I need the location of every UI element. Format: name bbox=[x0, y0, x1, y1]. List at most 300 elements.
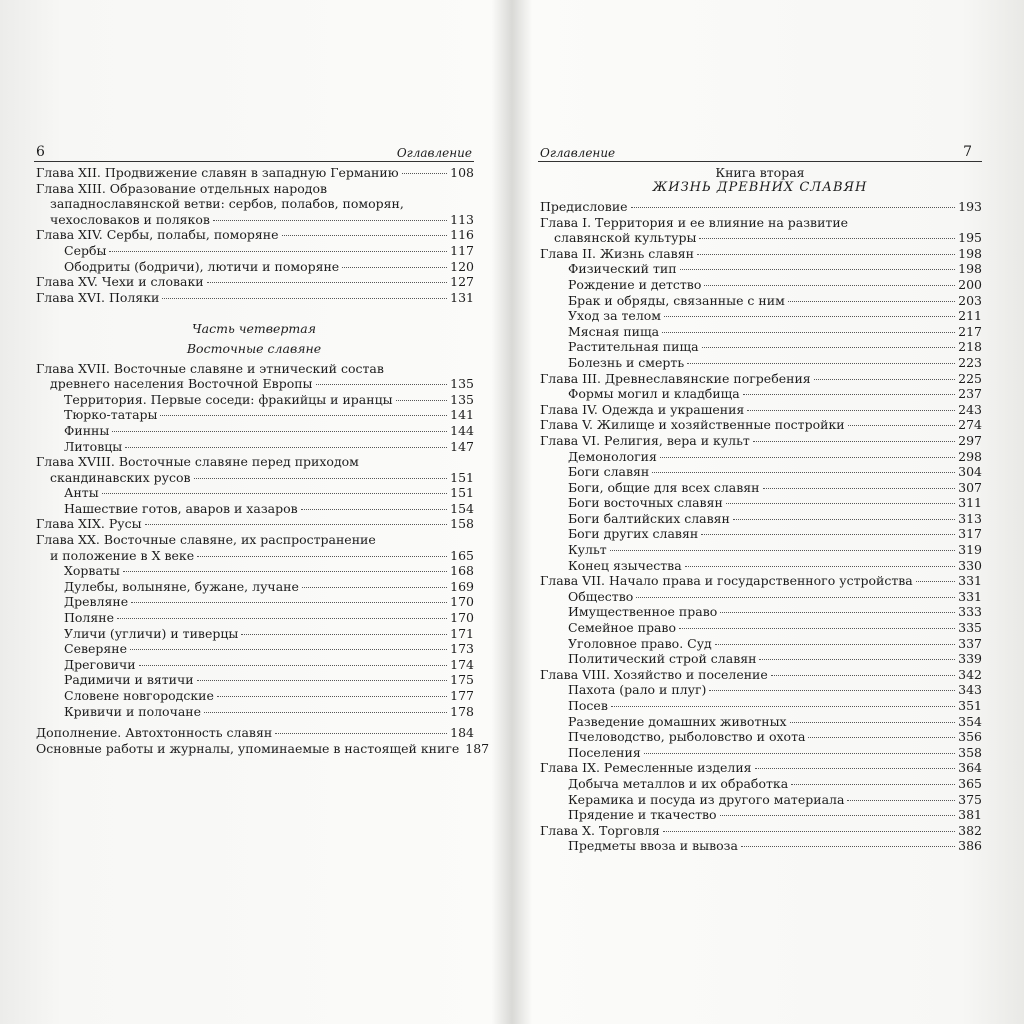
toc-entry-title: Добыча металлов и их обработка bbox=[568, 775, 789, 791]
toc-entry-page: 203 bbox=[958, 292, 982, 308]
toc-entry bbox=[34, 532, 474, 548]
toc-entry-page: 317 bbox=[958, 526, 982, 542]
toc-entry-page: 113 bbox=[450, 211, 474, 227]
toc-entry bbox=[34, 725, 474, 741]
dot-leader bbox=[125, 447, 447, 448]
dot-leader bbox=[194, 478, 448, 479]
toc-entry bbox=[34, 165, 474, 181]
toc-entry-title: Болезнь и смерть bbox=[568, 354, 685, 370]
toc-entry-page: 193 bbox=[958, 199, 982, 214]
toc-entry bbox=[34, 290, 474, 306]
toc-entry bbox=[538, 433, 982, 449]
toc-entry-title: Глава X. Торговля bbox=[540, 822, 660, 838]
dot-leader bbox=[217, 696, 447, 697]
toc-entry bbox=[34, 501, 474, 517]
toc-entry-page: 151 bbox=[450, 469, 474, 485]
left-toc bbox=[34, 165, 490, 756]
toc-entry bbox=[34, 423, 474, 439]
toc-entry-page: 307 bbox=[958, 479, 982, 495]
dot-leader bbox=[213, 220, 447, 221]
toc-entry bbox=[538, 589, 982, 605]
toc-entry-page: 298 bbox=[958, 448, 982, 464]
toc-entry-page: 178 bbox=[450, 703, 474, 719]
toc-entry-page: 171 bbox=[450, 625, 474, 641]
toc-entry bbox=[538, 324, 982, 340]
toc-entry-page: 356 bbox=[958, 729, 982, 745]
book-title: ЖИЗНЬ ДРЕВНИХ СЛАВЯН bbox=[652, 180, 868, 195]
toc-entry bbox=[34, 563, 474, 579]
toc-entry-page: 354 bbox=[958, 713, 982, 729]
toc-entry-page: 339 bbox=[958, 651, 982, 667]
toc-entry bbox=[538, 215, 982, 231]
toc-entry-title: Поляне bbox=[64, 610, 114, 626]
dot-leader bbox=[102, 493, 447, 494]
toc-entry-page: 174 bbox=[450, 656, 474, 672]
toc-entry-page: 135 bbox=[450, 391, 474, 407]
toc-entry-page: 381 bbox=[958, 807, 982, 823]
toc-entry-title: славянской культуры bbox=[554, 230, 697, 246]
toc-entry bbox=[538, 480, 982, 496]
dot-leader bbox=[662, 332, 955, 333]
toc-entry-page: 131 bbox=[450, 289, 474, 305]
toc-entry-page: 351 bbox=[958, 698, 982, 713]
dot-leader bbox=[663, 831, 955, 832]
toc-entry-title: Глава XII. Продвижение славян в западную Германию bbox=[36, 165, 399, 180]
dot-leader bbox=[316, 384, 448, 385]
toc-entry bbox=[34, 243, 474, 259]
toc-entry bbox=[34, 439, 474, 455]
toc-entry-title: Глава XVIII. Восточные славяне перед приходом bbox=[36, 454, 359, 470]
toc-entry bbox=[538, 511, 982, 527]
dot-leader bbox=[709, 690, 955, 691]
toc-entry bbox=[34, 454, 474, 470]
dot-leader bbox=[139, 665, 448, 666]
toc-entry-page: 223 bbox=[958, 354, 982, 370]
dot-leader bbox=[204, 712, 447, 713]
toc-entry-page: 342 bbox=[958, 666, 982, 682]
dot-leader bbox=[631, 207, 956, 208]
toc-entry-title: Пчеловодство, рыболовство и охота bbox=[568, 729, 806, 745]
toc-entry-page: 319 bbox=[958, 542, 982, 558]
toc-entry-title: Кривичи и полочане bbox=[64, 703, 202, 719]
dot-leader bbox=[685, 566, 955, 567]
toc-entry bbox=[34, 657, 474, 673]
toc-entry-title: Радимичи и вятичи bbox=[64, 672, 194, 688]
toc-entry-title: Литовцы bbox=[64, 438, 123, 454]
toc-entry-title: Растительная пища bbox=[568, 339, 699, 355]
toc-entry bbox=[538, 823, 982, 839]
dot-leader bbox=[847, 800, 955, 801]
toc-entry-page: 313 bbox=[958, 510, 982, 526]
part-title: Восточные славяне bbox=[186, 340, 322, 356]
toc-entry-title: Керамика и посуда из другого материала bbox=[568, 791, 845, 807]
toc-entry bbox=[538, 760, 982, 776]
toc-entry-title: Хорваты bbox=[64, 563, 120, 579]
toc-entry-title: Глава IV. Одежда и украшения bbox=[540, 401, 745, 417]
toc-entry-title: Прядение и ткачество bbox=[568, 807, 717, 823]
dot-leader bbox=[131, 602, 447, 603]
toc-entry-page: 158 bbox=[450, 516, 474, 532]
toc-entry-page: 382 bbox=[958, 822, 982, 838]
toc-entry bbox=[538, 807, 982, 823]
toc-entry-page: 333 bbox=[958, 604, 982, 620]
left-page-number: 6 bbox=[36, 144, 45, 160]
toc-entry-page: 365 bbox=[958, 775, 982, 791]
toc-entry bbox=[34, 548, 474, 564]
toc-entry-page: 364 bbox=[958, 760, 982, 776]
toc-entry bbox=[34, 485, 474, 501]
toc-entry bbox=[538, 449, 982, 465]
dot-leader bbox=[771, 675, 955, 676]
toc-entry bbox=[538, 339, 982, 355]
toc-entry bbox=[538, 293, 982, 309]
dot-leader bbox=[660, 457, 955, 458]
toc-group-top bbox=[34, 165, 474, 305]
dot-leader bbox=[697, 254, 955, 255]
toc-entry-title: Рождение и детство bbox=[568, 276, 702, 292]
dot-leader bbox=[160, 415, 447, 416]
toc-entry-title: Разведение домашних животных bbox=[568, 713, 787, 729]
header-rule bbox=[34, 161, 474, 162]
dot-leader bbox=[702, 347, 956, 348]
dot-leader bbox=[747, 410, 955, 411]
toc-entry bbox=[34, 227, 474, 243]
toc-entry-page: 147 bbox=[450, 438, 474, 454]
toc-entry-page: 243 bbox=[958, 401, 982, 417]
right-page-number: 7 bbox=[963, 144, 972, 160]
dot-leader bbox=[720, 815, 956, 816]
dot-leader bbox=[130, 649, 447, 650]
dot-leader bbox=[753, 441, 955, 442]
toc-entry-title: Северяне bbox=[64, 641, 128, 657]
toc-entry-title: Уличи (угличи) и тиверцы bbox=[64, 625, 239, 641]
toc-entry-page: 358 bbox=[958, 744, 982, 760]
toc-entry bbox=[34, 641, 474, 657]
toc-entry bbox=[34, 470, 474, 486]
toc-entry-title: Глава VIII. Хозяйство и поселение bbox=[540, 666, 768, 682]
toc-entry-title: Боги, общие для всех славян bbox=[568, 479, 760, 495]
toc-entry bbox=[538, 745, 982, 761]
toc-entry-title: Боги восточных славян bbox=[568, 495, 723, 511]
toc-entry bbox=[538, 199, 982, 215]
toc-entry bbox=[34, 361, 474, 377]
toc-entry bbox=[34, 672, 474, 688]
dot-leader bbox=[112, 431, 447, 432]
toc-entry-title: Дреговичи bbox=[64, 656, 136, 672]
toc-entry bbox=[34, 740, 490, 757]
dot-leader bbox=[755, 768, 956, 769]
toc-entry-page: 116 bbox=[450, 227, 474, 243]
toc-entry-title: Конец язычества bbox=[568, 557, 682, 573]
toc-entry bbox=[538, 417, 982, 433]
toc-entry-title: Глава XV. Чехи и словаки bbox=[36, 274, 204, 290]
toc-entry bbox=[538, 230, 982, 246]
toc-entry-page: 168 bbox=[450, 563, 474, 579]
toc-entry-title: Глава XVII. Восточные славяне и этнический состав bbox=[36, 360, 384, 376]
dot-leader bbox=[788, 301, 955, 302]
toc-entry-title: Уход за телом bbox=[568, 308, 662, 324]
toc-entry bbox=[538, 714, 982, 730]
dot-leader bbox=[396, 400, 448, 401]
toc-entry-title: Общество bbox=[568, 588, 634, 604]
toc-entry bbox=[34, 212, 474, 228]
toc-entry-page: 304 bbox=[958, 464, 982, 480]
toc-entry bbox=[34, 688, 474, 704]
dot-leader bbox=[741, 846, 955, 847]
toc-entry-page: 141 bbox=[450, 407, 474, 423]
toc-entry-title: Боги славян bbox=[568, 464, 650, 480]
toc-group-appendix bbox=[34, 725, 490, 756]
toc-entry-title: Словене новгородские bbox=[64, 688, 214, 703]
toc-entry-title: Глава XIX. Русы bbox=[36, 516, 142, 532]
dot-leader bbox=[715, 644, 955, 645]
toc-entry bbox=[538, 620, 982, 636]
dot-leader bbox=[704, 285, 955, 286]
toc-entry-page: 184 bbox=[450, 725, 474, 741]
header-rule bbox=[538, 161, 982, 162]
toc-entry-title: Физический тип bbox=[568, 261, 677, 277]
toc-entry bbox=[34, 259, 474, 275]
dot-leader bbox=[611, 706, 955, 707]
toc-entry-title: Брак и обряды, связанные с ним bbox=[568, 292, 785, 308]
dot-leader bbox=[123, 571, 447, 572]
toc-entry-title: скандинавских русов bbox=[50, 469, 191, 485]
dot-leader bbox=[743, 394, 955, 395]
toc-entry bbox=[34, 392, 474, 408]
toc-entry-title: Глава VI. Религия, вера и культ bbox=[540, 432, 750, 448]
dot-leader bbox=[636, 597, 955, 598]
toc-entry-page: 200 bbox=[958, 276, 982, 292]
toc-entry bbox=[538, 495, 982, 511]
toc-entry-page: 135 bbox=[450, 376, 474, 392]
left-page bbox=[34, 140, 490, 756]
dot-leader bbox=[302, 587, 447, 588]
dot-leader bbox=[808, 737, 955, 738]
toc-entry-page: 335 bbox=[958, 620, 982, 636]
toc-entry-page: 108 bbox=[450, 165, 474, 180]
toc-entry-title: Политический строй славян bbox=[568, 651, 757, 667]
toc-entry-title: Территория. Первые соседи: фракийцы и иранцы bbox=[64, 391, 393, 407]
toc-entry-page: 120 bbox=[450, 258, 474, 274]
dot-leader bbox=[117, 618, 447, 619]
dot-leader bbox=[699, 238, 955, 239]
toc-entry-title: Культ bbox=[568, 542, 607, 558]
dot-leader bbox=[664, 316, 955, 317]
toc-entry-page: 337 bbox=[958, 635, 982, 651]
dot-leader bbox=[759, 659, 955, 660]
dot-leader bbox=[241, 634, 447, 635]
toc-entry-title: Ободриты (бодричи), лютичи и поморяне bbox=[64, 258, 340, 274]
dot-leader bbox=[763, 488, 956, 489]
toc-entry-title: Анты bbox=[64, 485, 99, 501]
toc-entry bbox=[538, 371, 982, 387]
dot-leader bbox=[109, 251, 447, 252]
toc-entry-title: Глава XIII. Образование отдельных народов bbox=[36, 180, 328, 196]
dot-leader bbox=[733, 519, 955, 520]
toc-entry bbox=[538, 636, 982, 652]
toc-entry bbox=[34, 594, 474, 610]
dot-leader bbox=[679, 628, 955, 629]
toc-entry bbox=[538, 355, 982, 371]
dot-leader bbox=[791, 784, 955, 785]
toc-entry bbox=[34, 579, 474, 595]
toc-entry bbox=[538, 729, 982, 745]
toc-entry-title: Глава XIV. Сербы, полабы, поморяне bbox=[36, 227, 279, 243]
toc-entry bbox=[34, 181, 474, 197]
right-toc bbox=[538, 165, 982, 854]
dot-leader bbox=[916, 581, 955, 582]
toc-entry-page: 170 bbox=[450, 594, 474, 610]
toc-entry-page: 127 bbox=[450, 274, 474, 290]
dot-leader bbox=[282, 235, 448, 236]
dot-leader bbox=[207, 282, 448, 283]
toc-entry-title: Глава V. Жилище и хозяйственные постройки bbox=[540, 417, 845, 433]
toc-entry-title: Древляне bbox=[64, 594, 129, 610]
toc-entry bbox=[538, 838, 982, 854]
toc-entry bbox=[34, 196, 474, 212]
toc-entry-page: 117 bbox=[450, 242, 474, 258]
dot-leader bbox=[342, 267, 447, 268]
toc-entry-page: 165 bbox=[450, 547, 474, 563]
toc-entry-title: Уголовное право. Суд bbox=[568, 635, 712, 651]
toc-group-book-two bbox=[538, 199, 982, 854]
toc-entry-page: 218 bbox=[958, 339, 982, 355]
toc-entry bbox=[538, 526, 982, 542]
toc-entry bbox=[538, 542, 982, 558]
toc-entry-title: Предметы ввоза и вывоза bbox=[568, 838, 738, 854]
toc-entry-page: 343 bbox=[958, 682, 982, 698]
toc-entry-page: 198 bbox=[958, 245, 982, 261]
dot-leader bbox=[680, 269, 956, 270]
toc-entry-title: Поселения bbox=[568, 744, 641, 760]
toc-entry bbox=[34, 274, 474, 290]
toc-entry-title: Глава XX. Восточные славяне, их распространение bbox=[36, 532, 376, 548]
toc-entry bbox=[34, 610, 474, 626]
toc-entry-page: 170 bbox=[450, 610, 474, 626]
dot-leader bbox=[652, 472, 955, 473]
dot-leader bbox=[644, 753, 955, 754]
toc-entry-page: 331 bbox=[958, 588, 982, 604]
toc-entry-page: 375 bbox=[958, 791, 982, 807]
dot-leader bbox=[790, 722, 956, 723]
toc-entry-title: Финны bbox=[64, 422, 110, 438]
toc-entry-title: Семейное право bbox=[568, 620, 676, 636]
left-running-title: Оглавление bbox=[396, 146, 472, 160]
dot-leader bbox=[402, 173, 448, 174]
left-running-head bbox=[34, 140, 474, 162]
toc-entry bbox=[538, 792, 982, 808]
toc-entry-title: Формы могил и кладбища bbox=[568, 386, 740, 402]
toc-entry-page: 177 bbox=[450, 688, 474, 703]
toc-entry bbox=[34, 376, 474, 392]
toc-entry bbox=[34, 626, 474, 642]
toc-entry-title: Предисловие bbox=[540, 199, 628, 214]
toc-entry-page: 311 bbox=[958, 495, 982, 511]
dot-leader bbox=[197, 556, 447, 557]
toc-entry bbox=[538, 558, 982, 574]
toc-entry bbox=[34, 407, 474, 423]
toc-entry bbox=[34, 516, 474, 532]
toc-entry-title: Боги других славян bbox=[568, 526, 699, 542]
toc-entry bbox=[538, 698, 982, 714]
toc-entry bbox=[34, 704, 474, 720]
toc-entry-page: 331 bbox=[958, 573, 982, 589]
toc-entry-title: Демонология bbox=[568, 448, 657, 464]
toc-entry bbox=[538, 682, 982, 698]
toc-entry-title: Мясная пища bbox=[568, 323, 660, 339]
toc-entry-page: 173 bbox=[450, 641, 474, 657]
toc-entry-page: 154 bbox=[450, 500, 474, 516]
toc-entry-title: Нашествие готов, аваров и хазаров bbox=[64, 500, 298, 516]
toc-entry-page: 386 bbox=[958, 838, 982, 854]
toc-entry bbox=[538, 464, 982, 480]
toc-entry-page: 330 bbox=[958, 557, 982, 573]
toc-entry-page: 211 bbox=[958, 308, 982, 324]
toc-entry-page: 195 bbox=[958, 230, 982, 246]
toc-entry-title: Пахота (рало и плуг) bbox=[568, 682, 707, 698]
dot-leader bbox=[848, 425, 956, 426]
toc-entry-page: 237 bbox=[958, 386, 982, 402]
toc-entry-title: чехословаков и поляков bbox=[50, 211, 210, 227]
dot-leader bbox=[726, 503, 955, 504]
dot-leader bbox=[720, 612, 955, 613]
toc-entry bbox=[538, 261, 982, 277]
toc-entry bbox=[538, 573, 982, 589]
toc-entry-title: Дополнение. Автохтонность славян bbox=[36, 725, 273, 741]
toc-entry-title: Глава III. Древнеславянские погребения bbox=[540, 370, 811, 386]
toc-entry-title: Глава VII. Начало права и государственного устройства bbox=[540, 573, 913, 589]
toc-entry bbox=[538, 246, 982, 262]
right-running-title: Оглавление bbox=[540, 146, 616, 160]
right-running-head bbox=[538, 140, 982, 162]
toc-entry-page: 187 bbox=[465, 740, 490, 756]
toc-entry-title: Дулебы, волыняне, бужане, лучане bbox=[64, 578, 299, 594]
toc-entry bbox=[538, 402, 982, 418]
dot-leader bbox=[275, 733, 447, 734]
toc-entry-page: 151 bbox=[450, 485, 474, 501]
part-label: Часть четвертая bbox=[191, 321, 317, 337]
right-page bbox=[538, 140, 982, 854]
dot-leader bbox=[301, 509, 447, 510]
toc-entry bbox=[538, 386, 982, 402]
toc-entry-title: Глава XVI. Поляки bbox=[36, 289, 160, 305]
toc-entry-title: и положение в X веке bbox=[50, 547, 195, 563]
dot-leader bbox=[197, 680, 448, 681]
toc-entry-page: 274 bbox=[958, 417, 982, 433]
toc-entry-title: Глава I. Территория и ее влияние на развитие bbox=[540, 214, 849, 230]
toc-entry bbox=[538, 651, 982, 667]
dot-leader bbox=[814, 379, 955, 380]
toc-entry-title: Глава II. Жизнь славян bbox=[540, 245, 694, 261]
dot-leader bbox=[610, 550, 955, 551]
dot-leader bbox=[145, 524, 448, 525]
toc-entry-page: 297 bbox=[958, 432, 982, 448]
toc-entry-title: Глава IX. Ремесленные изделия bbox=[540, 760, 752, 776]
dot-leader bbox=[687, 363, 955, 364]
toc-entry-page: 217 bbox=[958, 323, 982, 339]
toc-entry-page: 225 bbox=[958, 370, 982, 386]
toc-entry-title: Сербы bbox=[64, 242, 107, 258]
toc-entry-title: Имущественное право bbox=[568, 604, 718, 620]
toc-entry bbox=[538, 776, 982, 792]
dot-leader bbox=[162, 298, 447, 299]
toc-entry-page: 175 bbox=[450, 672, 474, 688]
toc-entry bbox=[538, 667, 982, 683]
toc-entry-title: Основные работы и журналы, упоминаемые в настоящей книге bbox=[36, 740, 460, 756]
toc-entry-title: западнославянской ветви: сербов, полабов, поморян, bbox=[50, 196, 404, 212]
toc-entry-title: Боги балтийских славян bbox=[568, 510, 730, 526]
book-label: Книга вторая bbox=[715, 165, 805, 180]
